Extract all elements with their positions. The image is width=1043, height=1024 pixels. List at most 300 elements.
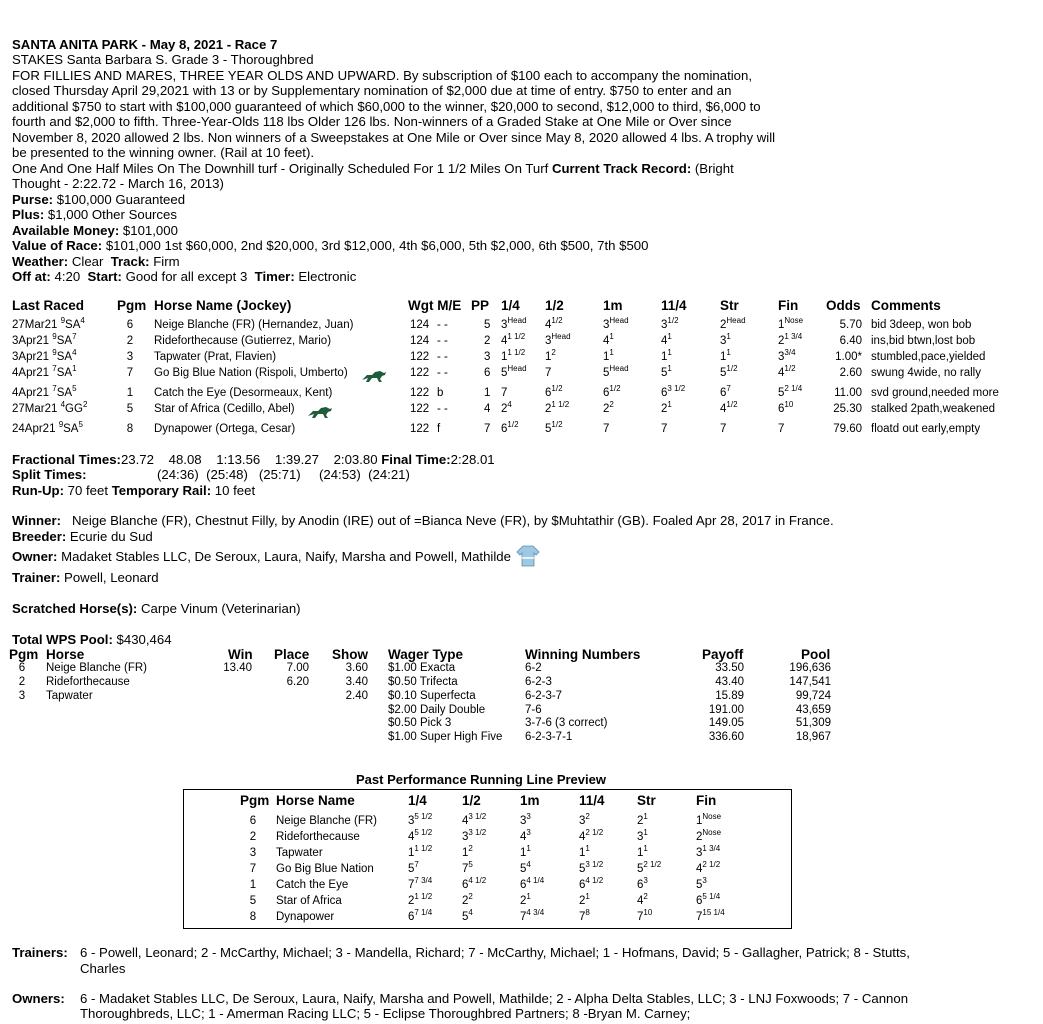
final-time-value: 2:28.01 <box>450 452 495 467</box>
odds: 11.00 <box>834 387 862 399</box>
owner-value: Madaket Stables LLC, De Seroux, Laura, Naify, Marsha and Powell, Mathilde <box>61 549 511 565</box>
position-margin: 8 <box>585 908 590 917</box>
winning-numbers: 6-2 <box>525 662 542 674</box>
position-value: 6 <box>637 879 644 891</box>
position-margin: 2 1/2 <box>702 860 721 869</box>
owner-line <box>12 544 541 572</box>
position-value: 7 <box>661 423 668 435</box>
last-raced-finish: 7 <box>72 332 77 341</box>
position-margin: 1 1/2 <box>507 332 526 341</box>
position-margin: 2 <box>585 812 590 821</box>
position-margin: 1/2 <box>551 316 563 325</box>
position-value: 2 <box>462 895 469 907</box>
position-value: 3 <box>720 335 727 347</box>
pp-col-q2: 1/2 <box>462 793 481 808</box>
position-value: 3 <box>661 319 668 331</box>
med-equip: - - <box>437 319 448 331</box>
track-record-label: Current Track Record: <box>551 161 692 176</box>
conditions-line: closed Thursday April 29,2021 with 13 or by Supplementary nomination of $2,000 due at time of entry. $750 to enter and an <box>12 83 732 98</box>
pp-col-1m: 1m <box>520 793 540 808</box>
position-margin: 3/4 <box>784 348 796 357</box>
call-m1 <box>603 332 614 347</box>
post-position: 5 <box>484 319 491 331</box>
available-line <box>12 223 178 239</box>
last-raced-track: SA <box>65 319 81 331</box>
timer-label: Timer: <box>254 269 295 284</box>
position-value: 5 <box>520 863 527 875</box>
position-value: 5 <box>462 911 469 923</box>
pp-call-str <box>637 908 653 923</box>
wps-col-horse: Horse <box>46 647 85 662</box>
horse-jockey: Go Big Blue Nation (Rispoli, Umberto) <box>154 367 348 379</box>
conditions-line: FOR FILLIES AND MARES, THREE YEAR OLDS AND UPWARD. By subscription of $100 each to accompany the nomination, <box>12 68 753 83</box>
position-value: 7 <box>603 423 610 435</box>
split-label: Split Times: <box>12 467 87 482</box>
last-raced-track: SA <box>56 367 73 379</box>
comment: bid 3deep, won bob <box>871 319 972 331</box>
last-raced-race: 7 <box>52 384 57 393</box>
position-value: 2 <box>408 895 415 907</box>
position-value: 1 <box>520 847 527 859</box>
weight: 122 <box>410 351 430 363</box>
position-margin: 2 1/2 <box>643 860 662 869</box>
position-value: 4 <box>408 831 415 843</box>
plus-line <box>12 207 177 223</box>
med-equip: - - <box>437 351 448 363</box>
position-margin: 1 <box>667 364 672 373</box>
pp-horse: Neige Blanche (FR) <box>276 815 377 827</box>
race-subtitle: STAKES Santa Barbara S. Grade 3 - Thoroughbred <box>12 52 314 67</box>
wager-type: $2.00 Daily Double <box>388 704 486 716</box>
pp-call-m1 <box>520 844 531 859</box>
horse-silhouette-icon <box>306 405 334 424</box>
position-margin: 2 <box>643 892 648 901</box>
position-value: 5 <box>661 367 668 379</box>
position-margin: 2 1/4 <box>784 384 803 393</box>
position-margin: 1 1/2 <box>507 348 526 357</box>
weight: 122 <box>410 387 430 399</box>
pp-horse: Rideforthecause <box>276 831 360 843</box>
position-margin: 1/2 <box>609 384 621 393</box>
position-margin: 7 <box>414 860 419 869</box>
position-margin: 1 1/2 <box>551 400 570 409</box>
start-value: Good for all except 3 <box>125 269 248 284</box>
pp-call-q1 <box>408 828 433 843</box>
position-margin: 1 <box>726 332 731 341</box>
conditions-line: November 8, 2020 allowed 2 lbs. Non winners of a Sweepstakes at One Mile or Over since May 8, 2020 allowed 4 lbs. A trophy will <box>12 130 776 145</box>
position-value: 7 <box>778 423 785 435</box>
wps-show: 2.40 <box>345 690 368 702</box>
call-q1 <box>501 348 526 363</box>
pp-horse: Dynapower <box>276 911 335 923</box>
pp-call-q2 <box>462 908 473 923</box>
distance-line <box>12 161 734 177</box>
col-pp: PP <box>471 298 490 313</box>
position-value: 7 <box>720 423 727 435</box>
payoff: 43.40 <box>715 676 744 688</box>
pp-call-m2 <box>579 860 604 875</box>
position-margin: 4 3/4 <box>526 908 545 917</box>
pp-pgm: 5 <box>249 895 257 907</box>
position-margin: 10 <box>784 400 794 409</box>
pp-call-m1 <box>520 812 531 827</box>
position-value: 1 <box>603 351 610 363</box>
call-fin <box>778 400 794 415</box>
position-value: 7 <box>501 387 508 399</box>
position-margin: 4 <box>526 860 531 869</box>
plus-value: $1,000 Other Sources <box>47 207 177 222</box>
position-margin: 15 1/4 <box>702 908 725 917</box>
available-label: Available Money: <box>12 223 120 238</box>
position-margin: 1/2 <box>726 400 738 409</box>
call-m1 <box>603 316 629 331</box>
weather-line <box>12 254 180 270</box>
final-time-label: Final Time: <box>381 452 451 467</box>
wager-col-type: Wager Type <box>388 647 464 662</box>
position-value: 6 <box>661 387 668 399</box>
pp-call-m2 <box>579 812 590 827</box>
call-q2 <box>545 400 570 415</box>
post-position: 1 <box>484 387 491 399</box>
last-raced-date: 3Apr21 <box>12 351 50 363</box>
position-value: 6 <box>501 423 508 435</box>
wps-col-pgm: Pgm <box>9 647 39 662</box>
col-odds: Odds <box>826 298 861 313</box>
call-fin <box>778 423 784 435</box>
pp-call-q1 <box>408 892 433 907</box>
comment: floatd out early,empty <box>871 423 981 435</box>
last-raced-track: SA <box>63 423 79 435</box>
wps-col-show: Show <box>332 647 368 662</box>
wps-pgm: 6 <box>18 662 26 674</box>
pp-col-fin: Fin <box>696 793 717 808</box>
horse-jockey: Rideforthecause (Gutierrez, Mario) <box>154 335 332 347</box>
col-last-raced: Last Raced <box>12 298 85 313</box>
jockey-silks-icon <box>515 544 541 572</box>
call-q2 <box>545 348 556 363</box>
pgm: 5 <box>126 403 134 415</box>
wps-pool-value: $430,464 <box>116 632 172 647</box>
last-raced-finish: 1 <box>72 364 77 373</box>
value-value: $101,000 1st $60,000, 2nd $20,000, 3rd $12,000, 4th $6,000, 5th $2,000, 6th $500, 7th $500 <box>105 238 649 253</box>
conditions-line: additional $750 to start with $100,000 guaranteed of which $60,000 to the winner, $20,000 to second, $12,000 to third, $6,000 to <box>12 99 761 114</box>
position-value: 5 <box>579 863 586 875</box>
fractional-label: Fractional Times: <box>12 452 121 467</box>
position-margin: 1/2 <box>667 316 679 325</box>
med-equip: - - <box>437 367 448 379</box>
position-value: 3 <box>637 831 644 843</box>
position-value: 4 <box>520 831 527 843</box>
position-margin: 1 <box>643 812 648 821</box>
runup-value: 70 feet <box>67 483 109 498</box>
pool: 18,967 <box>795 731 831 743</box>
position-margin: 4 1/4 <box>526 876 545 885</box>
position-value: 6 <box>720 387 727 399</box>
position-value: 2 <box>661 403 668 415</box>
call-m1 <box>603 423 609 435</box>
scratched-value: Carpe Vinum (Veterinarian) <box>141 601 301 616</box>
position-value: 5 <box>501 367 508 379</box>
pp-horse: Go Big Blue Nation <box>276 863 374 875</box>
track-value: Firm <box>153 254 180 269</box>
position-margin: 3 1/2 <box>585 860 604 869</box>
rail-value: 10 feet <box>214 483 256 498</box>
pool: 43,659 <box>795 704 831 716</box>
pp-call-str <box>637 860 662 875</box>
pp-call-m2 <box>579 892 590 907</box>
position-value: 7 <box>545 367 552 379</box>
call-fin <box>778 316 804 331</box>
col-wgt-me: Wgt M/E <box>408 298 462 313</box>
winning-numbers: 6-2-3 <box>525 676 552 688</box>
pp-call-q2 <box>462 828 487 843</box>
pp-horse: Tapwater <box>276 847 323 859</box>
comment: swung 4wide, no rally <box>871 367 981 379</box>
last-raced-race: 9 <box>52 332 57 341</box>
pp-call-q1 <box>408 908 433 923</box>
weight: 122 <box>410 367 430 379</box>
position-margin: Head <box>507 316 527 325</box>
position-margin: 3 <box>526 812 531 821</box>
position-margin: 4 1/2 <box>468 876 487 885</box>
position-margin: 1 <box>667 332 672 341</box>
position-margin: 7 3/4 <box>414 876 433 885</box>
last-raced-finish: 2 <box>82 400 88 409</box>
purse-label: Purse: <box>12 192 54 207</box>
position-value: 7 <box>696 911 703 923</box>
position-value: 1 <box>501 351 508 363</box>
call-q1 <box>501 387 507 399</box>
pgm: 7 <box>126 367 134 379</box>
position-margin: 5 <box>468 860 473 869</box>
position-value: 6 <box>462 879 469 891</box>
col-q1: 1/4 <box>501 298 520 313</box>
position-margin: 3 1/2 <box>468 812 487 821</box>
wps-place: 6.20 <box>286 676 309 688</box>
pp-call-str <box>637 876 648 891</box>
pp-col-pgm: Pgm <box>240 793 270 808</box>
weight: 122 <box>410 423 430 435</box>
pp-pgm: 2 <box>249 831 257 843</box>
call-m1 <box>603 384 621 399</box>
pp-call-q2 <box>462 844 473 859</box>
start-label: Start: <box>87 269 122 284</box>
position-margin: 1/2 <box>726 364 738 373</box>
position-margin: 4 <box>507 400 512 409</box>
position-margin: 3 1/2 <box>468 828 487 837</box>
post-position: 7 <box>484 423 491 435</box>
payoff: 33.50 <box>715 662 744 674</box>
call-q1 <box>501 400 512 415</box>
pp-call-q1 <box>408 844 433 859</box>
winner-value: Neige Blanche (FR), Chestnut Filly, by Anodin (IRE) out of =Bianca Neve (FR), by $Muhtathir (GB). Foaled Apr 28, 2017 in France. <box>71 513 834 528</box>
pp-call-q1 <box>408 812 433 827</box>
med-equip: f <box>437 423 441 435</box>
post-position: 4 <box>484 403 491 415</box>
winning-numbers: 7-6 <box>525 704 542 716</box>
col-comments: Comments <box>871 298 941 313</box>
trainer-label: Trainer: <box>12 570 61 585</box>
trainers-label: Trainers: <box>12 945 68 960</box>
med-equip: b <box>437 387 444 399</box>
position-margin: 2 1/2 <box>585 828 604 837</box>
position-value: 6 <box>545 387 552 399</box>
wager-col-pool: Pool <box>801 647 831 662</box>
position-value: 3 <box>545 335 552 347</box>
position-margin: 3 <box>643 876 648 885</box>
call-q2 <box>545 384 563 399</box>
weather-value: Clear <box>71 254 104 269</box>
pp-call-str <box>637 828 648 843</box>
winning-numbers: 6-2-3-7-1 <box>525 731 573 743</box>
call-str <box>720 364 738 379</box>
runup-label: Run-Up: <box>12 483 64 498</box>
comment: stalked 2path,weakened <box>871 403 996 415</box>
pp-call-q2 <box>462 876 487 891</box>
split-values: (24:36) (25:48) (25:71) (24:53) (24:21) <box>157 467 410 482</box>
owners-label: Owners: <box>12 991 65 1006</box>
off-value: 4:20 <box>54 269 81 284</box>
last-raced <box>12 400 88 415</box>
last-raced <box>12 316 85 331</box>
pp-col-q1: 1/4 <box>408 793 427 808</box>
position-margin: 2 <box>468 844 473 853</box>
pp-call-q2 <box>462 892 473 907</box>
pp-col-str: Str <box>637 793 656 808</box>
position-margin: 10 <box>643 908 653 917</box>
position-margin: Nose <box>702 828 722 837</box>
position-value: 4 <box>501 335 508 347</box>
position-value: 1 <box>720 351 727 363</box>
position-value: 2 <box>520 895 527 907</box>
position-value: 3 <box>579 815 586 827</box>
position-value: 7 <box>579 911 586 923</box>
position-value: 4 <box>462 815 469 827</box>
payoff: 15.89 <box>715 690 744 702</box>
pp-call-q2 <box>462 812 487 827</box>
position-value: 6 <box>520 879 527 891</box>
pp-call-m1 <box>520 892 531 907</box>
winning-numbers: 3-7-6 (3 correct) <box>525 717 608 729</box>
last-raced-finish: 4 <box>72 348 77 357</box>
pgm: 2 <box>126 335 134 347</box>
position-value: 5 <box>603 367 610 379</box>
position-margin: 1/2 <box>551 384 563 393</box>
position-value: 1 <box>696 815 703 827</box>
position-margin: 4 1/2 <box>585 876 604 885</box>
call-m2 <box>661 400 672 415</box>
call-m1 <box>603 364 629 379</box>
call-fin <box>778 364 796 379</box>
position-margin: 2 <box>468 892 473 901</box>
last-raced-date: 27Mar21 <box>12 319 58 331</box>
position-margin: 1 1/2 <box>414 844 433 853</box>
last-raced-date: 4Apr21 <box>12 387 50 399</box>
comment: stumbled,pace,yielded <box>871 351 986 363</box>
winner-label: Winner: <box>12 513 61 528</box>
position-value: 5 <box>696 879 703 891</box>
last-raced <box>12 384 77 399</box>
last-raced-date: 4Apr21 <box>12 367 50 379</box>
pool: 99,724 <box>795 690 831 702</box>
last-raced-race: 4 <box>60 400 66 409</box>
col-q2: 1/2 <box>545 298 564 313</box>
horse-jockey: Catch the Eye (Desormeaux, Kent) <box>154 387 333 399</box>
odds: 25.30 <box>833 403 862 415</box>
weight: 124 <box>410 319 430 331</box>
position-margin: 1 <box>526 844 531 853</box>
position-margin: 1 <box>609 332 614 341</box>
position-margin: 4 <box>468 908 473 917</box>
pp-call-m2 <box>579 908 590 923</box>
position-value: 2 <box>603 403 610 415</box>
position-margin: 1 <box>667 400 672 409</box>
call-str <box>720 423 726 435</box>
position-value: 4 <box>720 403 727 415</box>
payoff: 149.05 <box>708 717 744 729</box>
last-raced-date: 27Mar21 <box>12 403 58 415</box>
wps-win: 13.40 <box>223 662 252 674</box>
call-q1 <box>501 332 526 347</box>
call-str <box>720 332 731 347</box>
horse-jockey: Neige Blanche (FR) (Hernandez, Juan) <box>154 319 354 331</box>
position-margin: 5 1/2 <box>414 812 433 821</box>
odds: 6.40 <box>839 335 862 347</box>
position-margin: 5 1/4 <box>702 892 721 901</box>
pp-call-q1 <box>408 876 433 891</box>
pp-call-m1 <box>520 860 531 875</box>
position-margin: 1 <box>643 844 648 853</box>
position-value: 1 <box>545 351 552 363</box>
position-value: 5 <box>408 863 415 875</box>
med-equip: - - <box>437 335 448 347</box>
odds: 2.60 <box>839 367 862 379</box>
position-value: 5 <box>637 863 644 875</box>
position-margin: Nose <box>702 812 722 821</box>
horse-jockey: Star of Africa (Cedillo, Abel) <box>154 403 295 415</box>
post-position: 3 <box>484 351 491 363</box>
pp-call-m1 <box>520 828 531 843</box>
call-fin <box>778 384 803 399</box>
position-value: 4 <box>696 863 703 875</box>
off-label: Off at: <box>12 269 51 284</box>
pp-col-11-4: 11/4 <box>579 793 605 808</box>
call-m2 <box>661 384 686 399</box>
position-margin: 1 3/4 <box>702 844 721 853</box>
horse-silhouette-icon <box>360 369 388 388</box>
position-value: 1 <box>661 351 668 363</box>
position-value: 4 <box>545 319 552 331</box>
race-title: SANTA ANITA PARK - May 8, 2021 - Race 7 <box>12 37 278 52</box>
wps-horse: Neige Blanche (FR) <box>46 662 147 674</box>
position-value: 2 <box>637 815 644 827</box>
position-value: 3 <box>462 831 469 843</box>
pp-call-fin <box>696 812 722 827</box>
position-margin: 1/2 <box>784 364 796 373</box>
col-11-4: 11/4 <box>661 298 687 313</box>
pp-call-fin <box>696 828 722 843</box>
pp-call-fin <box>696 892 721 907</box>
position-value: 1 <box>637 847 644 859</box>
position-value: 5 <box>545 423 552 435</box>
last-raced-race: 9 <box>60 316 66 325</box>
owners-line: Thoroughbreds, LLC; 1 - Amerman Racing LLC; 5 - Eclipse Thoroughbred Partners; 8 -Bryan M. Carney; <box>80 1006 691 1021</box>
available-value: $101,000 <box>122 223 178 238</box>
position-margin: 1 <box>585 892 590 901</box>
position-value: 7 <box>637 911 644 923</box>
post-position: 2 <box>484 335 491 347</box>
pp-call-fin <box>696 876 707 891</box>
